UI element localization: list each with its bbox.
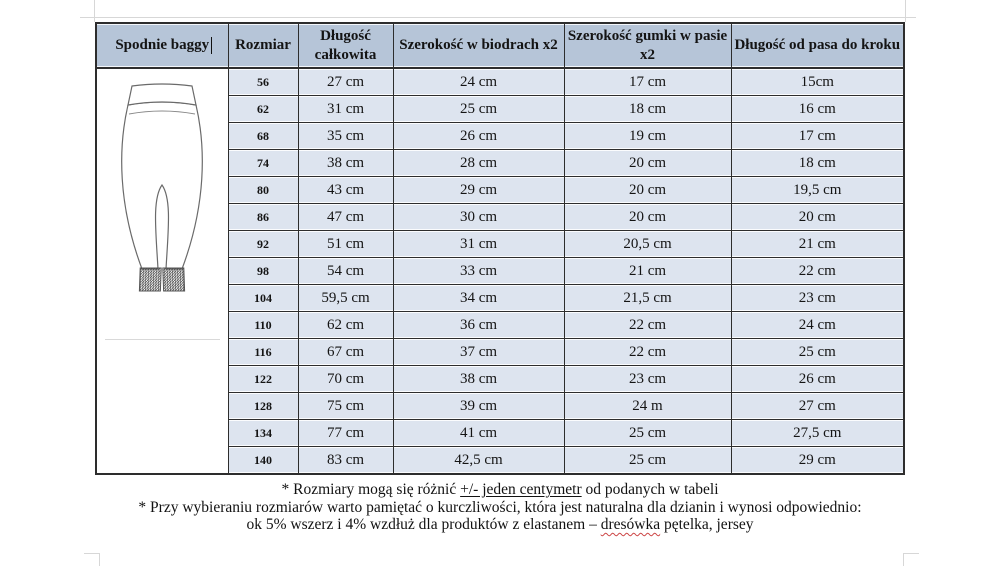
cell-total-length[interactable]: 75 cm [298,393,393,420]
column-header-waist-to-crotch[interactable]: Długość od pasa do kroku [731,23,904,68]
product-image-cell[interactable] [96,68,228,474]
cell-waist-elastic[interactable]: 22 cm [564,312,731,339]
cell-total-length[interactable]: 43 cm [298,177,393,204]
cell-waist-elastic[interactable]: 22 cm [564,339,731,366]
cell-size[interactable]: 68 [228,123,298,150]
text-boundary-top-left-vertical [94,0,95,22]
cell-waist-to-crotch[interactable]: 24 cm [731,312,904,339]
footnote-shrinkage-intro[interactable] [0,499,1000,517]
cell-size[interactable]: 140 [228,447,298,475]
cell-hip-width[interactable]: 33 cm [393,258,564,285]
cell-waist-elastic[interactable]: 18 cm [564,96,731,123]
cell-hip-width[interactable]: 41 cm [393,420,564,447]
cell-size[interactable]: 80 [228,177,298,204]
column-header-waist-elastic[interactable]: Szerokość gumki w pasie x2 [564,23,731,68]
cell-hip-width[interactable]: 39 cm [393,393,564,420]
text-boundary-bottom-left-vertical [99,553,100,566]
cell-size[interactable]: 56 [228,68,298,96]
spellcheck-flagged-word: dresówka [600,516,661,533]
cell-hip-width[interactable]: 30 cm [393,204,564,231]
cell-waist-elastic[interactable]: 25 cm [564,420,731,447]
cell-total-length[interactable]: 31 cm [298,96,393,123]
text-boundary-bottom-left-horizontal [84,553,100,554]
cell-hip-width[interactable]: 26 cm [393,123,564,150]
cell-waist-elastic[interactable]: 20,5 cm [564,231,731,258]
cell-hip-width[interactable]: 24 cm [393,68,564,96]
baggy-pants-icon [102,73,222,303]
cell-hip-width[interactable]: 42,5 cm [393,447,564,475]
cell-total-length[interactable]: 67 cm [298,339,393,366]
cell-hip-width[interactable]: 28 cm [393,150,564,177]
cell-size[interactable]: 74 [228,150,298,177]
cell-total-length[interactable]: 59,5 cm [298,285,393,312]
column-header-size[interactable]: Rozmiar [228,23,298,68]
cell-size[interactable]: 62 [228,96,298,123]
cell-waist-elastic[interactable]: 20 cm [564,150,731,177]
cell-waist-elastic[interactable]: 17 cm [564,68,731,96]
cell-waist-elastic[interactable]: 21 cm [564,258,731,285]
footnote-shrinkage-detail[interactable] [0,516,1000,534]
cell-size[interactable]: 122 [228,366,298,393]
size-chart-table [95,22,905,475]
text-boundary-top-right-vertical [905,0,906,22]
cell-waist-elastic[interactable]: 24 m [564,393,731,420]
footnote-text: * Rozmiary mogą się różnić [281,481,461,498]
cell-size[interactable]: 92 [228,231,298,258]
text-boundary-bottom-right-vertical [903,553,904,566]
cell-waist-to-crotch[interactable]: 21 cm [731,231,904,258]
cell-waist-to-crotch[interactable]: 17 cm [731,123,904,150]
cell-hip-width[interactable]: 37 cm [393,339,564,366]
cell-waist-elastic[interactable]: 20 cm [564,177,731,204]
cell-total-length[interactable]: 35 cm [298,123,393,150]
cell-hip-width[interactable]: 34 cm [393,285,564,312]
cell-size[interactable]: 104 [228,285,298,312]
footnote-text: * Przy wybieraniu rozmiarów warto pamiętać o kurczliwości, która jest naturalna dla dzianin i wynosi odpowiednio: [138,498,862,516]
cell-waist-elastic[interactable]: 25 cm [564,447,731,475]
cell-hip-width[interactable]: 29 cm [393,177,564,204]
cell-total-length[interactable]: 51 cm [298,231,393,258]
column-header-total-length[interactable]: Długość całkowita [298,23,393,68]
cell-size[interactable]: 134 [228,420,298,447]
cell-total-length[interactable]: 38 cm [298,150,393,177]
header-row [96,23,904,68]
cell-waist-elastic[interactable]: 20 cm [564,204,731,231]
cell-waist-elastic[interactable]: 19 cm [564,123,731,150]
cell-size[interactable]: 98 [228,258,298,285]
cell-hip-width[interactable]: 25 cm [393,96,564,123]
cell-size[interactable]: 116 [228,339,298,366]
text-cursor [211,37,212,54]
cell-total-length[interactable]: 47 cm [298,204,393,231]
footnote-text: od podanych w tabeli [581,481,719,498]
footnote-text: ok 5% wszerz i 4% wzdłuż dla produktów z elastanem – [246,516,601,533]
footnote-text: pętelka, jersey [660,516,754,533]
cell-waist-elastic[interactable]: 23 cm [564,366,731,393]
cell-hip-width[interactable]: 38 cm [393,366,564,393]
cell-waist-to-crotch[interactable]: 27,5 cm [731,420,904,447]
cell-waist-to-crotch[interactable]: 22 cm [731,258,904,285]
cell-size[interactable]: 86 [228,204,298,231]
cell-waist-to-crotch[interactable]: 25 cm [731,339,904,366]
cell-waist-to-crotch[interactable]: 29 cm [731,447,904,475]
cell-waist-to-crotch[interactable]: 20 cm [731,204,904,231]
table-title: Spodnie baggy [115,37,210,54]
cell-size[interactable]: 110 [228,312,298,339]
footnotes-block [0,481,1000,534]
cell-waist-to-crotch[interactable]: 27 cm [731,393,904,420]
cell-waist-to-crotch[interactable]: 16 cm [731,96,904,123]
cell-waist-to-crotch[interactable]: 19,5 cm [731,177,904,204]
cell-hip-width[interactable]: 31 cm [393,231,564,258]
footnote-size-tolerance[interactable] [0,481,1000,499]
cell-total-length[interactable]: 27 cm [298,68,393,96]
table-row [96,68,904,96]
cell-total-length[interactable]: 77 cm [298,420,393,447]
column-header-hip-width[interactable]: Szerokość w biodrach x2 [393,23,564,68]
text-boundary-top-horizontal [80,17,916,18]
cell-waist-elastic[interactable]: 21,5 cm [564,285,731,312]
cell-total-length[interactable]: 62 cm [298,312,393,339]
cell-waist-to-crotch[interactable]: 15cm [731,68,904,96]
table-title-cell[interactable] [96,23,228,68]
cell-size[interactable]: 128 [228,393,298,420]
cell-waist-to-crotch[interactable]: 26 cm [731,366,904,393]
text-boundary-bottom-right-horizontal [903,553,919,554]
cell-hip-width[interactable]: 36 cm [393,312,564,339]
cell-total-length[interactable]: 70 cm [298,366,393,393]
cell-waist-to-crotch[interactable]: 18 cm [731,150,904,177]
cell-total-length[interactable]: 54 cm [298,258,393,285]
image-baseline-rule [105,339,220,340]
cell-total-length[interactable]: 83 cm [298,447,393,475]
footnote-underlined-text: +/- jeden centymetr [460,481,582,498]
cell-waist-to-crotch[interactable]: 23 cm [731,285,904,312]
